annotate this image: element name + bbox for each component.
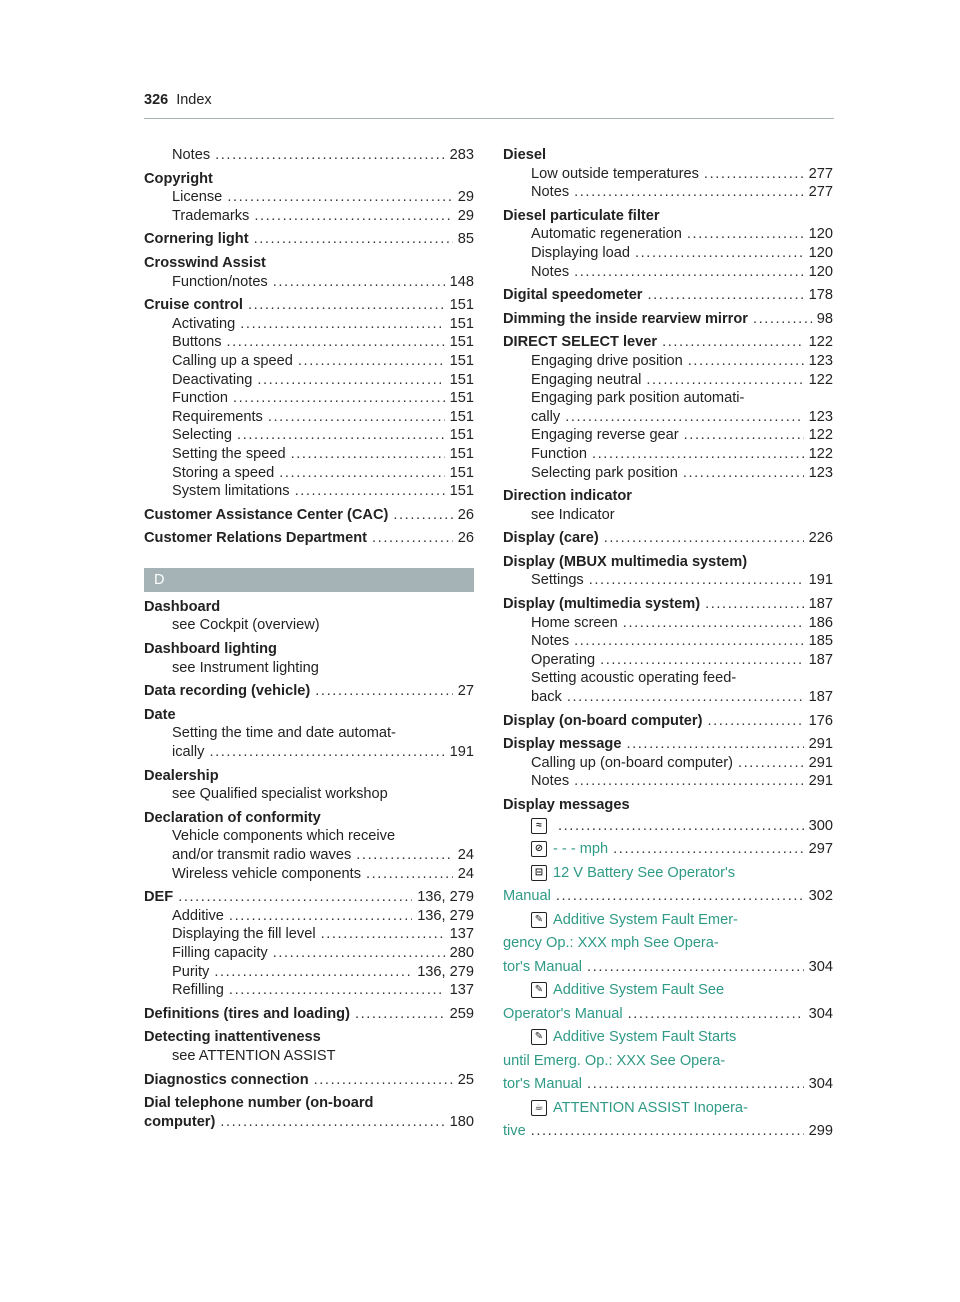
index-column-left — [144, 146, 474, 1131]
index-heading: Declaration of conformity — [144, 809, 321, 826]
index-subentry[interactable]: Notes ..... 291 — [503, 772, 833, 791]
index-entry[interactable]: DIRECT SELECT lever ..... 122 — [503, 333, 833, 352]
index-entry[interactable]: Display (multimedia system) ..... 187 — [503, 595, 833, 614]
index-subentry[interactable]: Displaying the fill level ..... 137 — [144, 925, 474, 944]
wrench-icon: ✎ — [531, 982, 547, 998]
index-subentry[interactable]: Requirements ..... 151 — [144, 408, 474, 427]
index-subentry[interactable]: Displaying load ..... 120 — [503, 244, 833, 263]
index-subentry[interactable]: Selecting park position ..... 123 — [503, 464, 833, 483]
index-subentry[interactable]: Function ..... 122 — [503, 445, 833, 464]
index-heading: Dashboard lighting — [144, 641, 277, 658]
index-subentry[interactable]: Wireless vehicle components ..... 24 — [144, 865, 474, 884]
index-heading: Copyright — [144, 170, 213, 187]
index-entry[interactable]: Customer Relations Department ..... 26 — [144, 529, 474, 548]
index-entry[interactable]: Diagnostics connection ..... 25 — [144, 1071, 474, 1090]
index-heading: Direction indicator — [503, 488, 632, 505]
display-message-entry[interactable]: tor's Manual ..... 304 — [503, 956, 833, 980]
display-message-line[interactable]: until Emerg. Op.: XXX See Opera- — [503, 1052, 726, 1069]
index-subentry[interactable]: and/or transmit radio waves ..... 24 — [144, 846, 474, 865]
index-subentry-line: Setting the time and date automat- — [172, 725, 396, 742]
display-message-line[interactable]: ☕ ATTENTION ASSIST Inopera- — [503, 1097, 833, 1121]
display-message-entry[interactable]: ⊘ - - - mph ..... 297 — [503, 838, 833, 862]
index-subentry[interactable]: ically ..... 191 — [144, 743, 474, 762]
index-subentry[interactable]: Engaging reverse gear ..... 122 — [503, 426, 833, 445]
index-cross-reference[interactable]: see Cockpit (overview) — [172, 617, 320, 634]
display-message-entry[interactable]: Manual ..... 302 — [503, 885, 833, 909]
index-entry[interactable]: Display (care) ..... 226 — [503, 529, 833, 548]
index-subentry-line: Vehicle components which receive — [172, 828, 396, 845]
index-heading: Diesel — [503, 147, 546, 163]
display-message-entry[interactable]: ≈ ..... 300 — [503, 815, 833, 839]
battery-icon: ⊟ — [531, 865, 547, 881]
index-subentry-line: Setting acoustic operating feed- — [531, 670, 737, 687]
index-heading: Display (MBUX multimedia system) — [503, 553, 748, 570]
index-subentry[interactable]: Purity ..... 136, 279 — [144, 963, 474, 982]
index-subentry-line: Engaging park position automati- — [531, 390, 745, 407]
wrench-icon: ✎ — [531, 1029, 547, 1045]
speedometer-icon: ⊘ — [531, 841, 547, 857]
index-heading: Display messages — [503, 797, 630, 813]
index-subentry[interactable]: Notes ..... 120 — [503, 263, 833, 282]
index-subentry[interactable]: Additive ..... 136, 279 — [144, 907, 474, 926]
display-message-line[interactable]: ✎ Additive System Fault Emer- — [503, 909, 833, 933]
index-subentry[interactable]: Selecting ..... 151 — [144, 426, 474, 445]
index-subentry[interactable]: Engaging drive position ..... 123 — [503, 352, 833, 371]
display-message-line[interactable]: ⊟ 12 V Battery See Operator's — [503, 862, 833, 886]
index-heading: Diesel particulate filter — [503, 207, 660, 224]
index-subentry[interactable]: Storing a speed ..... 151 — [144, 464, 474, 483]
index-cross-reference[interactable]: see Qualified specialist workshop — [172, 786, 388, 803]
index-entry[interactable]: Data recording (vehicle) ..... 27 — [144, 682, 474, 701]
index-entry[interactable]: computer) ..... 180 — [144, 1113, 474, 1132]
index-subentry[interactable]: Calling up a speed ..... 151 — [144, 352, 474, 371]
attention-assist-off-icon: ☕ — [531, 1100, 547, 1116]
display-message-line[interactable]: ✎ Additive System Fault See — [503, 979, 833, 1003]
index-heading: Crosswind Assist — [144, 254, 266, 271]
index-subentry[interactable]: Operating ..... 187 — [503, 651, 833, 670]
index-subentry[interactable]: Automatic regeneration ..... 120 — [503, 225, 833, 244]
index-subentry[interactable]: Calling up (on-board computer) ..... 291 — [503, 754, 833, 773]
index-heading: Dial telephone number (on-board — [144, 1095, 374, 1112]
index-subentry[interactable]: Notes ..... 277 — [503, 183, 833, 202]
index-subentry[interactable]: Filling capacity ..... 280 — [144, 944, 474, 963]
index-subentry[interactable]: Home screen ..... 186 — [503, 614, 833, 633]
index-subentry[interactable]: Deactivating ..... 151 — [144, 371, 474, 390]
index-entry[interactable]: DEF ..... 136, 279 — [144, 888, 474, 907]
display-message-entry[interactable]: tor's Manual ..... 304 — [503, 1073, 833, 1097]
index-cross-reference[interactable]: see ATTENTION ASSIST — [172, 1047, 336, 1064]
index-entry[interactable]: Display message ..... 291 — [503, 735, 833, 754]
index-subentry[interactable]: License ..... 29 — [144, 188, 474, 207]
index-entry[interactable]: Digital speedometer ..... 178 — [503, 286, 833, 305]
index-subentry[interactable]: Trademarks ..... 29 — [144, 207, 474, 226]
index-heading: Dealership — [144, 767, 219, 784]
display-message-line[interactable]: ✎ Additive System Fault Starts — [503, 1026, 833, 1050]
page-number: 326 — [144, 92, 169, 108]
index-subentry[interactable]: Engaging neutral ..... 122 — [503, 371, 833, 390]
index-heading: Detecting inattentiveness — [144, 1029, 321, 1046]
index-subentry[interactable]: Function/notes ..... 148 — [144, 273, 474, 292]
index-subentry[interactable]: System limitations ..... 151 — [144, 482, 474, 501]
index-entry[interactable]: Cruise control ..... 151 — [144, 296, 474, 315]
index-subentry[interactable]: Notes ..... 185 — [503, 632, 833, 651]
page-header — [144, 92, 834, 119]
index-subentry[interactable]: Activating ..... 151 — [144, 315, 474, 334]
wrench-icon: ✎ — [531, 912, 547, 928]
index-subentry[interactable]: cally ..... 123 — [503, 408, 833, 427]
index-entry[interactable]: Definitions (tires and loading) ..... 259 — [144, 1005, 474, 1024]
index-subentry[interactable]: Function ..... 151 — [144, 389, 474, 408]
display-message-line[interactable]: gency Op.: XXX mph See Opera- — [503, 935, 719, 952]
index-column-right — [503, 146, 833, 1144]
coolant-temperature-icon: ≈ — [531, 818, 547, 834]
display-message-entry[interactable]: tive ..... 299 — [503, 1120, 833, 1144]
index-subentry[interactable]: Setting the speed ..... 151 — [144, 445, 474, 464]
index-subentry[interactable]: Low outside temperatures ..... 277 — [503, 165, 833, 184]
index-heading: Date — [144, 706, 176, 723]
index-subentry[interactable]: Settings ..... 191 — [503, 571, 833, 590]
index-entry[interactable]: Display (on-board computer) ..... 176 — [503, 712, 833, 731]
index-heading: Dashboard — [144, 598, 221, 615]
index-subentry[interactable]: Buttons ..... 151 — [144, 333, 474, 352]
page-title: Index — [176, 92, 212, 108]
index-cross-reference[interactable]: see Instrument lighting — [172, 659, 319, 676]
index-subentry[interactable]: Notes ..... 283 — [144, 146, 474, 165]
index-entry[interactable]: Dimming the inside rearview mirror ..... 98 — [503, 310, 833, 329]
index-entry[interactable]: Customer Assistance Center (CAC) ..... 26 — [144, 506, 474, 525]
index-subentry[interactable]: back ..... 187 — [503, 688, 833, 707]
section-letter-d: D — [144, 568, 474, 592]
display-message-entry[interactable]: Operator's Manual ..... 304 — [503, 1003, 833, 1027]
index-subentry[interactable]: Refilling ..... 137 — [144, 981, 474, 1000]
index-cross-reference[interactable]: see Indicator — [531, 506, 615, 523]
index-entry[interactable]: Cornering light ..... 85 — [144, 230, 474, 249]
